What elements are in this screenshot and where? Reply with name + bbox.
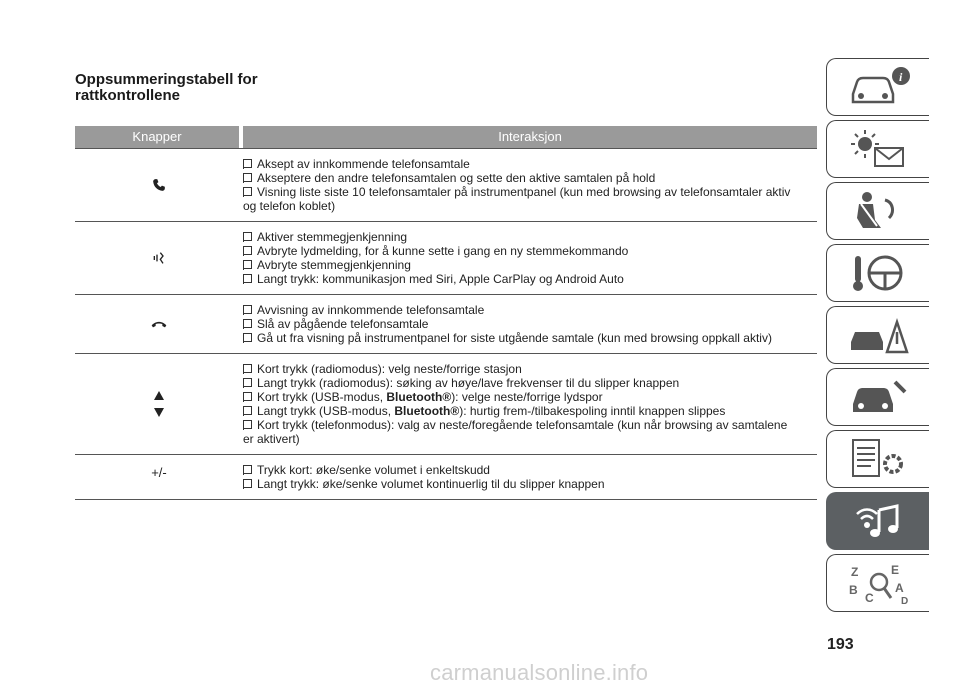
- phone-hangup-icon: [75, 303, 243, 345]
- row-description: [243, 230, 817, 286]
- table-row: [75, 222, 817, 295]
- table-header: [75, 126, 817, 148]
- svg-text:Z: Z: [851, 565, 859, 579]
- svg-text:A: A: [895, 581, 904, 595]
- list-item: Avvisning av innkommende telefonsamtale: [243, 303, 801, 317]
- technical-data-icon[interactable]: [826, 430, 929, 488]
- safety-seatbelt-icon[interactable]: [826, 182, 929, 240]
- svg-text:E: E: [891, 563, 900, 577]
- svg-text:i: i: [899, 70, 903, 84]
- table-row: [75, 295, 817, 354]
- table-row: [75, 148, 817, 222]
- list-item: Avbryte stemmegjenkjenning: [243, 258, 801, 272]
- list-item: Aktiver stemmegjenkjenning: [243, 230, 801, 244]
- list-item: Trykk kort: øke/senke volumet i enkeltskudd: [243, 463, 801, 477]
- table-row: [75, 455, 817, 500]
- svg-text:C: C: [865, 591, 874, 605]
- car-maintenance-icon[interactable]: [826, 368, 929, 426]
- row-description: [243, 362, 817, 446]
- list-item: Aksept av innkommende telefonsamtale: [243, 157, 801, 171]
- volume-key-label: +/-: [151, 465, 167, 480]
- list-item: Kort trykk (radiomodus): velg neste/forrige stasjon: [243, 362, 801, 376]
- car-info-icon[interactable]: [826, 58, 929, 116]
- row-description: [243, 463, 817, 491]
- page-title: Oppsummeringstabell for rattkontrollene: [75, 71, 258, 104]
- list-item: Visning liste siste 10 telefonsamtaler på instrumentpanel (kun med browsing av telefonsamtaler aktiv og telefon koblet): [243, 185, 791, 213]
- list-item: Langt trykk (USB-modus, Bluetooth®): hurtig frem-/tilbakespoling inntil knappen slippes: [243, 404, 801, 418]
- up-down-arrows-icon: [75, 362, 243, 446]
- steering-controls-table: [75, 126, 817, 500]
- steering-wheel-key-icon[interactable]: [826, 244, 929, 302]
- watermark: carmanualsonline.info: [430, 660, 649, 685]
- svg-text:B: B: [849, 583, 858, 597]
- list-item: Langt trykk: kommunikasjon med Siri, Apple CarPlay og Android Auto: [243, 272, 801, 286]
- page-number: 193: [827, 636, 854, 653]
- list-item: Kort trykk (USB-modus, Bluetooth®): velge neste/forrige lydspor: [243, 390, 801, 404]
- list-item: Langt trykk: øke/senke volumet kontinuerlig til du slipper knappen: [243, 477, 801, 491]
- chapter-tabs: [826, 58, 930, 614]
- warning-lights-message-icon[interactable]: [826, 120, 929, 178]
- table-row: [75, 354, 817, 455]
- list-item: Gå ut fra visning på instrumentpanel for siste utgående samtale (kun med browsing oppkall aktiv): [243, 331, 801, 345]
- svg-text:D: D: [901, 596, 909, 606]
- emergency-warning-icon[interactable]: [826, 306, 929, 364]
- list-item: Avbryte lydmelding, for å kunne sette i gang en ny stemmekommando: [243, 244, 801, 258]
- multimedia-icon[interactable]: [826, 492, 929, 550]
- list-item: Langt trykk (radiomodus): søking av høye/lave frekvenser til du slipper knappen: [243, 376, 801, 390]
- voice-command-icon: [75, 230, 243, 286]
- header-knapper: Knapper: [75, 126, 239, 148]
- header-interaksjon: Interaksjon: [243, 126, 817, 148]
- phone-answer-icon: [75, 157, 243, 213]
- row-description: [243, 157, 817, 213]
- list-item: Kort trykk (telefonmodus): valg av neste/foregående telefonsamtale (kun når browsing av samtalene er aktivert): [243, 418, 788, 446]
- index-az-icon[interactable]: [826, 554, 929, 612]
- row-description: [243, 303, 817, 345]
- list-item: Akseptere den andre telefonsamtalen og sette den aktive samtalen på hold: [243, 171, 801, 185]
- list-item: Slå av pågående telefonsamtale: [243, 317, 801, 331]
